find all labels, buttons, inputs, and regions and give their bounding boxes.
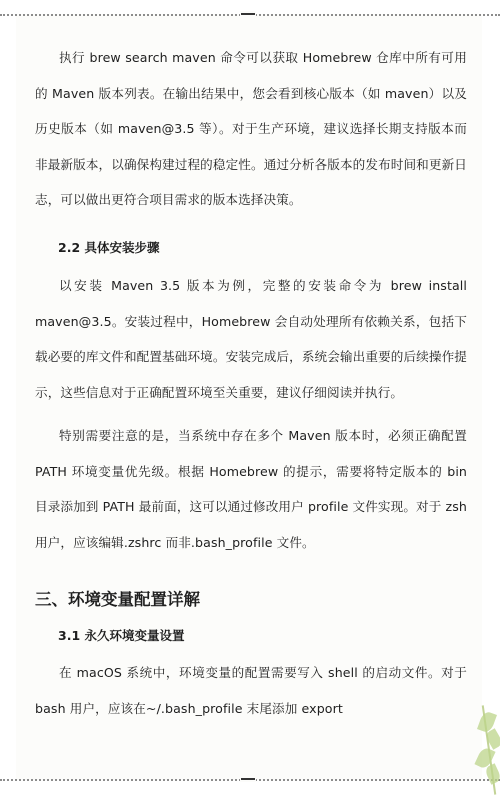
paragraph-path-priority: 特别需要注意的是，当系统中存在多个 Maven 版本时，必须正确配置 PATH 环境变量优先级。根据 Homebrew 的提示，需要将特定版本的 bin 目录添加到 PATH 最前面，这可以通过修改用户 profile 文件实现。对于 zsh 用户，应该编辑.zshrc 而非.bash_profile 文件。 [35,428,467,550]
heading-chapter-3: 三、环境变量配置详解 [35,590,200,609]
paragraph-macos-env: 在 macOS 系统中，环境变量的配置需要写入 shell 的启动文件。对于 bash 用户，应该在~/.bash_profile 末尾添加 export [35,665,467,716]
paragraph-install-command: 以安装 Maven 3.5 版本为例，完整的安装命令为 brew install maven@3.5。安装过程中，Homebrew 会自动处理所有依赖关系，包括下载必要的库文件和配置基础环境。安装完成后，系统会输出重要的后续操作提示，这些信息对于正确配置环境至关重要，建议仔细阅读并执行。 [35,278,467,400]
heading-2-2: 2.2 具体安装步骤 [58,240,160,255]
heading-3-1: 3.1 永久环境变量设置 [58,628,185,643]
paragraph-version-list: 执行 brew search maven 命令可以获取 Homebrew 仓库中所有可用的 Maven 版本列表。在输出结果中，您会看到核心版本（如 maven）以及历史版本（如 maven@3.5 等）。对于生产环境，建议选择长期支持版本而非最新版本，以确保构建过程的稳定性。通过分析各版本的发布时间和更新日志，可以做出更符合项目需求的版本选择决策。 [35,50,467,207]
top-border-dash [241,13,255,15]
bottom-border-dash [241,778,255,780]
